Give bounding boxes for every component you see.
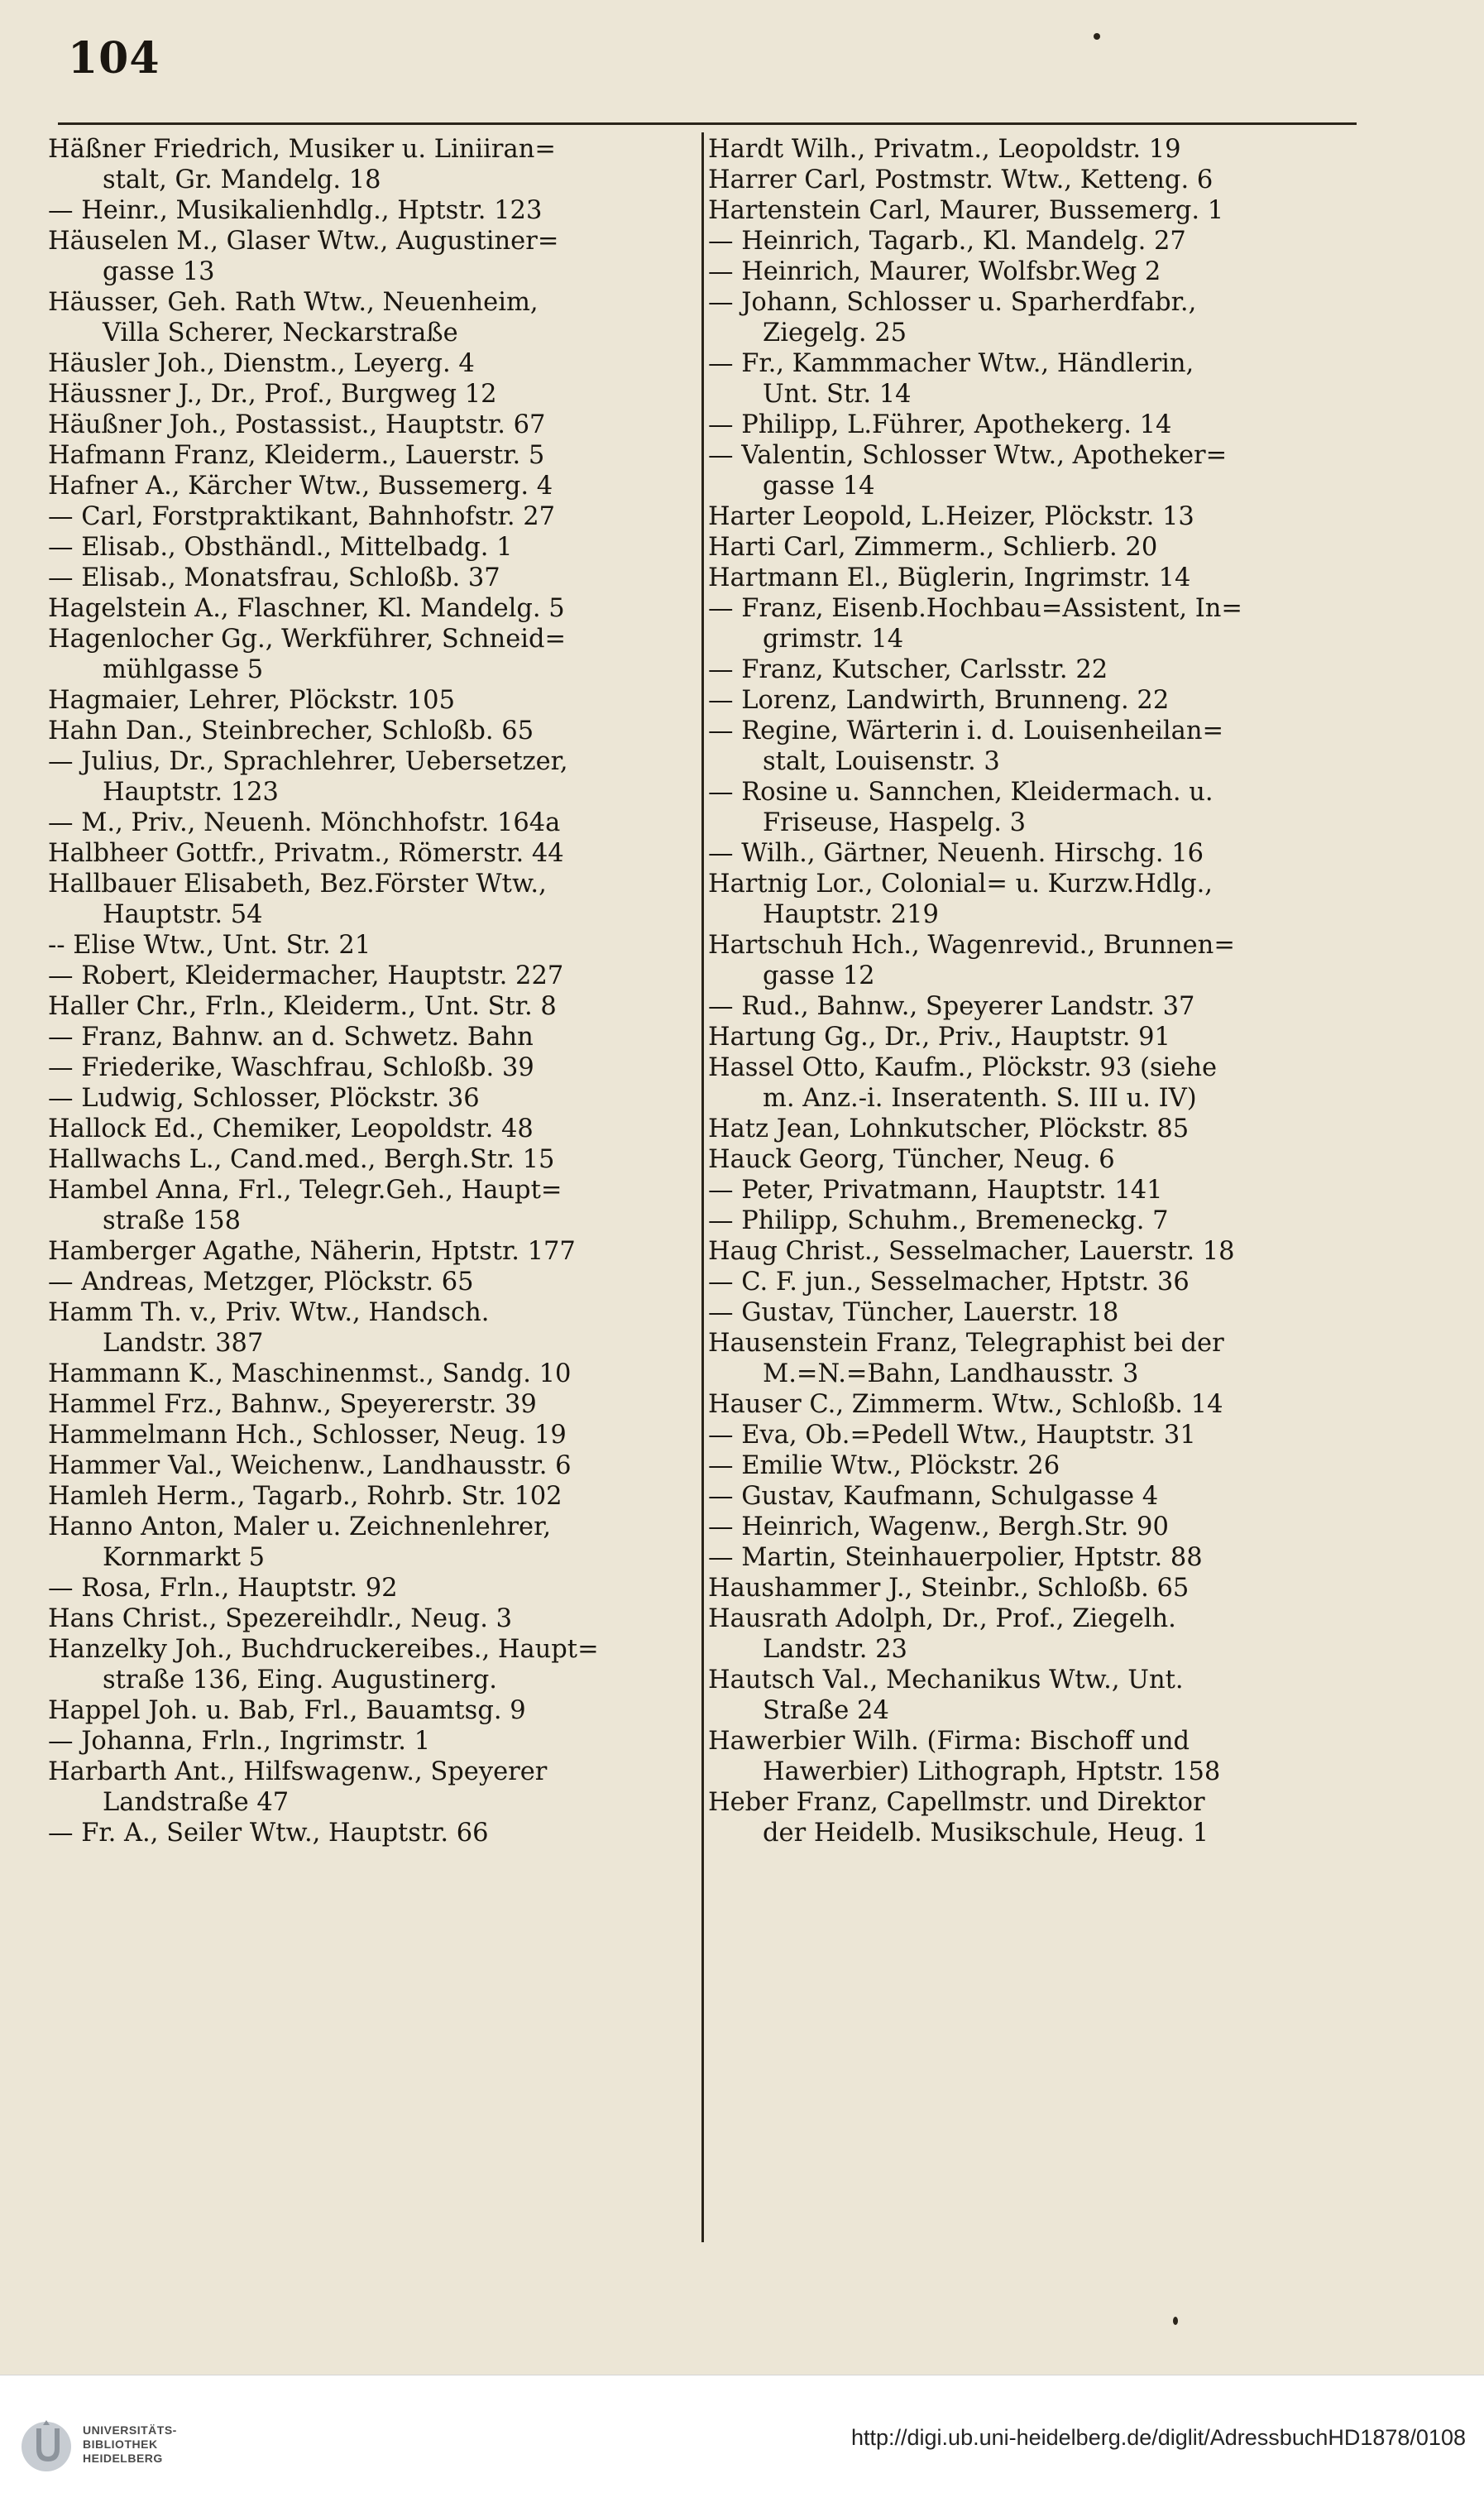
right-column-line: Hausenstein Franz, Telegraphist bei der <box>708 1329 1224 1358</box>
left-column-line: Landstr. 387 <box>103 1329 264 1358</box>
right-column-line: — Valentin, Schlosser Wtw., Apotheker= <box>708 441 1228 470</box>
left-column-line: straße 158 <box>103 1206 242 1235</box>
right-column-line: Hauptstr. 219 <box>763 900 939 929</box>
left-column-line: Hanno Anton, Maler u. Zeichnenlehrer, <box>48 1512 552 1541</box>
left-column-line: Hagmaier, Lehrer, Plöckstr. 105 <box>48 686 455 715</box>
left-column-line: — Julius, Dr., Sprachlehrer, Uebersetzer, <box>48 747 568 776</box>
right-column-line: Hawerbier Wilh. (Firma: Bischoff und <box>708 1727 1190 1756</box>
left-column-line: Häßner Friedrich, Musiker u. Liniiran= <box>48 135 556 164</box>
right-column-line: gasse 12 <box>763 961 875 990</box>
right-column-line: Hauck Georg, Tüncher, Neug. 6 <box>708 1145 1115 1174</box>
source-url-link[interactable]: http://digi.ub.uni-heidelberg.de/diglit/AdressbuchHD1878/0108 <box>850 2425 1466 2450</box>
right-column-line: Hauser C., Zimmerm. Wtw., Schloßb. 14 <box>708 1390 1223 1419</box>
right-column-line: Hausrath Adolph, Dr., Prof., Ziegelh. <box>708 1604 1176 1633</box>
left-column-line: Hamberger Agathe, Näherin, Hptstr. 177 <box>48 1237 576 1266</box>
left-column-line: Villa Scherer, Neckarstraße <box>103 319 458 348</box>
logo-line: UNIVERSITÄTS- <box>83 2423 177 2437</box>
left-column-line: Häussner J., Dr., Prof., Burgweg 12 <box>48 380 497 409</box>
left-column-line: Hans Christ., Spezereihdlr., Neug. 3 <box>48 1604 512 1633</box>
right-column-line: Haug Christ., Sesselmacher, Lauerstr. 18 <box>708 1237 1235 1266</box>
right-column-line: Harti Carl, Zimmerm., Schlierb. 20 <box>708 533 1158 562</box>
left-column-line: Hallbauer Elisabeth, Bez.Förster Wtw., <box>48 870 547 899</box>
right-column-line: — Peter, Privatmann, Hauptstr. 141 <box>708 1176 1163 1205</box>
right-column-line: Hartenstein Carl, Maurer, Bussemerg. 1 <box>708 196 1224 225</box>
right-column-line: — Rosine u. Sannchen, Kleidermach. u. <box>708 778 1214 807</box>
library-logo[interactable] <box>17 2414 182 2480</box>
left-column-line: straße 136, Eing. Augustinerg. <box>103 1666 497 1695</box>
right-column-line: — Regine, Wärterin i. d. Louisenheilan= <box>708 717 1224 745</box>
left-column-line: Häusser, Geh. Rath Wtw., Neuenheim, <box>48 288 539 317</box>
right-column-line: Hardt Wilh., Privatm., Leopoldstr. 19 <box>708 135 1181 164</box>
left-column-line: Hagenlocher Gg., Werkführer, Schneid= <box>48 625 567 654</box>
right-column-line: — Philipp, Schuhm., Bremeneckg. 7 <box>708 1206 1169 1235</box>
right-column-line: Harter Leopold, L.Heizer, Plöckstr. 13 <box>708 502 1194 531</box>
left-column-line: Hauptstr. 123 <box>103 778 279 807</box>
left-column-line: — Ludwig, Schlosser, Plöckstr. 36 <box>48 1084 480 1113</box>
left-column-line: Hahn Dan., Steinbrecher, Schloßb. 65 <box>48 717 534 745</box>
left-column-line: Hagelstein A., Flaschner, Kl. Mandelg. 5 <box>48 594 565 623</box>
right-column-line: m. Anz.-i. Inseratenth. S. III u. IV) <box>763 1084 1197 1113</box>
right-column-line: Hassel Otto, Kaufm., Plöckstr. 93 (siehe <box>708 1053 1218 1082</box>
left-column-line: Hambel Anna, Frl., Telegr.Geh., Haupt= <box>48 1176 562 1205</box>
right-column-line: — Eva, Ob.=Pedell Wtw., Hauptstr. 31 <box>708 1421 1196 1450</box>
left-column-line: — Elisab., Obsthändl., Mittelbadg. 1 <box>48 533 513 562</box>
right-column-line: Hautsch Val., Mechanikus Wtw., Unt. <box>708 1666 1184 1695</box>
right-column-line: — Martin, Steinhauerpolier, Hptstr. 88 <box>708 1543 1203 1572</box>
header-rule <box>58 122 1357 125</box>
right-column-line: grimstr. 14 <box>763 625 904 654</box>
left-column-line: Landstraße 47 <box>103 1788 290 1817</box>
right-column-line: — Philipp, L.Führer, Apothekerg. 14 <box>708 410 1172 439</box>
page-number: 104 <box>68 33 160 84</box>
right-column <box>708 134 1362 1848</box>
right-column-line: — Lorenz, Landwirth, Brunneng. 22 <box>708 686 1170 715</box>
left-column-line: gasse 13 <box>103 257 215 286</box>
left-column-line: Happel Joh. u. Bab, Frl., Bauamtsg. 9 <box>48 1696 526 1725</box>
logo-line: HEIDELBERG <box>83 2452 163 2465</box>
right-column-line: Landstr. 23 <box>763 1635 907 1664</box>
right-column-line: Ziegelg. 25 <box>763 319 907 348</box>
right-column-line: Hatz Jean, Lohnkutscher, Plöckstr. 85 <box>708 1114 1190 1143</box>
left-column-line: Haller Chr., Frln., Kleiderm., Unt. Str. 8 <box>48 992 557 1021</box>
left-column <box>48 134 701 1848</box>
left-column-line: Halbheer Gottfr., Privatm., Römerstr. 44 <box>48 839 564 868</box>
left-column-line: Hallock Ed., Chemiker, Leopoldstr. 48 <box>48 1114 534 1143</box>
left-column-line: — Fr. A., Seiler Wtw., Hauptstr. 66 <box>48 1819 489 1848</box>
right-column-line: gasse 14 <box>763 472 875 501</box>
left-column-line: Hauptstr. 54 <box>103 900 263 929</box>
left-column-line: Hammann K., Maschinenmst., Sandg. 10 <box>48 1359 572 1388</box>
left-column-line: Hamm Th. v., Priv. Wtw., Handsch. <box>48 1298 490 1327</box>
left-column-line: Hammelmann Hch., Schlosser, Neug. 19 <box>48 1421 567 1450</box>
left-column-line: Hanzelky Joh., Buchdruckereibes., Haupt= <box>48 1635 599 1664</box>
left-column-line: — M., Priv., Neuenh. Mönchhofstr. 164a <box>48 808 561 837</box>
right-column-line: Harrer Carl, Postmstr. Wtw., Ketteng. 6 <box>708 165 1214 194</box>
right-column-line: Hawerbier) Lithograph, Hptstr. 158 <box>763 1757 1221 1786</box>
left-column-line: Hafmann Franz, Kleiderm., Lauerstr. 5 <box>48 441 545 470</box>
right-column-line: Straße 24 <box>763 1696 889 1725</box>
right-column-line: — C. F. jun., Sesselmacher, Hptstr. 36 <box>708 1268 1190 1297</box>
right-column-line: — Heinrich, Tagarb., Kl. Mandelg. 27 <box>708 227 1186 256</box>
university-library-logo-icon <box>17 2414 76 2480</box>
right-column-line: Friseuse, Haspelg. 3 <box>763 808 1027 837</box>
left-column-line: — Friederike, Waschfrau, Schloßb. 39 <box>48 1053 534 1082</box>
left-column-line: Hammel Frz., Bahnw., Speyererstr. 39 <box>48 1390 537 1419</box>
right-column-line: — Fr., Kammmacher Wtw., Händlerin, <box>708 349 1194 378</box>
right-column-line: — Johann, Schlosser u. Sparherdfabr., <box>708 288 1197 317</box>
left-column-line: Hamleh Herm., Tagarb., Rohrb. Str. 102 <box>48 1482 562 1511</box>
right-column-line: — Heinrich, Wagenw., Bergh.Str. 90 <box>708 1512 1169 1541</box>
right-column-line: stalt, Louisenstr. 3 <box>763 747 1000 776</box>
column-divider <box>701 132 704 2242</box>
right-column-line: M.=N.=Bahn, Landhausstr. 3 <box>763 1359 1139 1388</box>
left-column-line: Hallwachs L., Cand.med., Bergh.Str. 15 <box>48 1145 555 1174</box>
right-column-line: Hartschuh Hch., Wagenrevid., Brunnen= <box>708 931 1235 960</box>
left-column-line: — Elisab., Monatsfrau, Schloßb. 37 <box>48 563 500 592</box>
left-column-line: — Rosa, Frln., Hauptstr. 92 <box>48 1574 398 1603</box>
right-column-line: — Rud., Bahnw., Speyerer Landstr. 37 <box>708 992 1195 1021</box>
right-column-line: Hartung Gg., Dr., Priv., Hauptstr. 91 <box>708 1023 1170 1052</box>
right-column-line: Heber Franz, Capellmstr. und Direktor <box>708 1788 1205 1817</box>
right-column-line: Haushammer J., Steinbr., Schloßb. 65 <box>708 1574 1190 1603</box>
right-column-line: — Franz, Kutscher, Carlsstr. 22 <box>708 655 1108 684</box>
right-column-line: der Heidelb. Musikschule, Heug. 1 <box>763 1819 1209 1848</box>
right-column-line: — Heinrich, Maurer, Wolfsbr.Weg 2 <box>708 257 1161 286</box>
footer-bar <box>0 2375 1484 2507</box>
left-column-line: mühlgasse 5 <box>103 655 264 684</box>
left-column-line: — Andreas, Metzger, Plöckstr. 65 <box>48 1268 474 1297</box>
left-column-line: Häußner Joh., Postassist., Hauptstr. 67 <box>48 410 546 439</box>
right-column-line: Hartnig Lor., Colonial= u. Kurzw.Hdlg., <box>708 870 1213 899</box>
logo-line: BIBLIOTHEK <box>83 2437 158 2451</box>
print-speck <box>1094 33 1100 40</box>
right-column-line: Unt. Str. 14 <box>763 380 912 409</box>
right-column-line: — Gustav, Kaufmann, Schulgasse 4 <box>708 1482 1159 1511</box>
right-column-line: Hartmann El., Büglerin, Ingrimstr. 14 <box>708 563 1191 592</box>
left-column-line: stalt, Gr. Mandelg. 18 <box>103 165 381 194</box>
left-column-line: — Heinr., Musikalienhdlg., Hptstr. 123 <box>48 196 543 225</box>
right-column-line: — Emilie Wtw., Plöckstr. 26 <box>708 1451 1060 1480</box>
logo-text <box>83 2423 177 2466</box>
print-speck <box>1173 2317 1178 2325</box>
left-column-line: Hammer Val., Weichenw., Landhausstr. 6 <box>48 1451 572 1480</box>
right-column-line: — Wilh., Gärtner, Neuenh. Hirschg. 16 <box>708 839 1204 868</box>
left-column-line: — Johanna, Frln., Ingrimstr. 1 <box>48 1727 431 1756</box>
left-column-line: -- Elise Wtw., Unt. Str. 21 <box>48 931 371 960</box>
left-column-line: — Franz, Bahnw. an d. Schwetz. Bahn <box>48 1023 534 1052</box>
right-column-line: — Franz, Eisenb.Hochbau=Assistent, In= <box>708 594 1242 623</box>
left-column-line: — Carl, Forstpraktikant, Bahnhofstr. 27 <box>48 502 556 531</box>
right-column-line: — Gustav, Tüncher, Lauerstr. 18 <box>708 1298 1119 1327</box>
left-column-line: — Robert, Kleidermacher, Hauptstr. 227 <box>48 961 564 990</box>
left-column-line: Häusler Joh., Dienstm., Leyerg. 4 <box>48 349 475 378</box>
left-column-line: Kornmarkt 5 <box>103 1543 266 1572</box>
left-column-line: Häuselen M., Glaser Wtw., Augustiner= <box>48 227 559 256</box>
left-column-line: Harbarth Ant., Hilfswagenw., Speyerer <box>48 1757 548 1786</box>
left-column-line: Hafner A., Kärcher Wtw., Bussemerg. 4 <box>48 472 553 501</box>
